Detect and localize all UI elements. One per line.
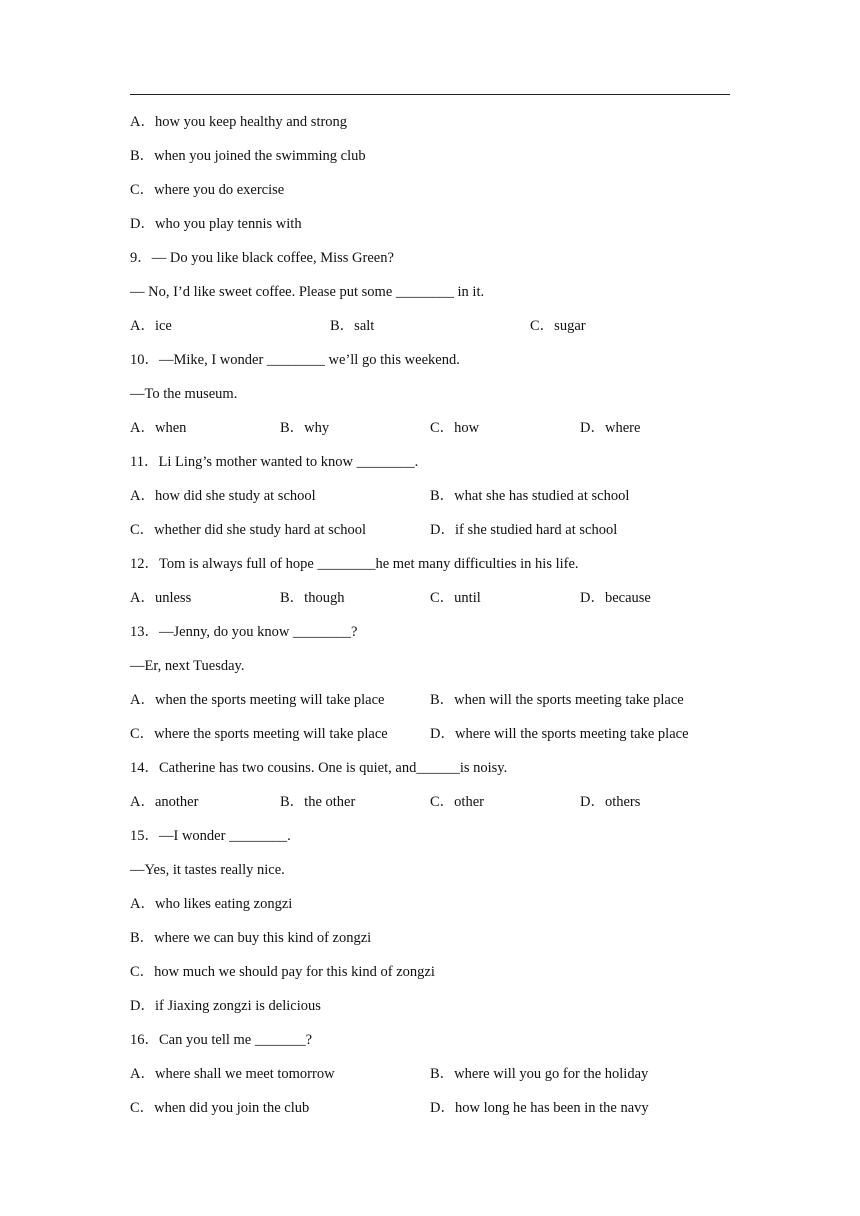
- question-15-stem: 15．—I wonder ________.: [130, 828, 291, 844]
- question-9-options: [130, 314, 730, 348]
- option-a: A．unless: [130, 590, 192, 606]
- option-c: C．sugar: [530, 318, 586, 334]
- question-14-options: [130, 790, 730, 824]
- question-12-stem: 12．Tom is always full of hope ________he met many difficulties in his life.: [130, 556, 579, 572]
- option-c: [130, 178, 730, 212]
- question-11-options-cd: [130, 518, 730, 552]
- option-d: D．where will the sports meeting take place: [430, 726, 689, 742]
- option-b: B．though: [280, 590, 345, 606]
- option-a: A．when: [130, 420, 187, 436]
- option-a: A．when the sports meeting will take place: [130, 692, 385, 708]
- option-b: B．salt: [330, 318, 375, 334]
- option-c: C．other: [430, 794, 484, 810]
- option-a: [130, 110, 730, 144]
- option-b: B．why: [280, 420, 330, 436]
- option-d: D．if she studied hard at school: [430, 522, 618, 538]
- question-13-line2: —Er, next Tuesday.: [130, 658, 245, 674]
- question-16-stem: 16．Can you tell me _______?: [130, 1032, 313, 1048]
- question-11-options-ab: [130, 484, 730, 518]
- option-b: B．what she has studied at school: [430, 488, 630, 504]
- option-b-text: B．when you joined the swimming club: [130, 148, 366, 164]
- option-d: D．others: [580, 794, 641, 810]
- option-c-text: C．where you do exercise: [130, 182, 285, 198]
- question-15-line2: —Yes, it tastes really nice.: [130, 862, 285, 878]
- option-d: D．how long he has been in the navy: [430, 1100, 649, 1116]
- option-a: A．where shall we meet tomorrow: [130, 1066, 335, 1082]
- option-b: B．where will you go for the holiday: [430, 1066, 649, 1082]
- option-c: C．how: [430, 420, 480, 436]
- question-10-line2: —To the museum.: [130, 386, 238, 402]
- option-d: D．where: [580, 420, 641, 436]
- option-b: [130, 144, 730, 178]
- question-15-option-d: D．if Jiaxing zongzi is delicious: [130, 998, 321, 1014]
- option-a: A．ice: [130, 318, 172, 334]
- option-d: [130, 212, 730, 246]
- question-list: [130, 110, 730, 1130]
- question-9-stem: 9．— Do you like black coffee, Miss Green?: [130, 250, 394, 266]
- option-a: A．how did she study at school: [130, 488, 316, 504]
- question-15-option-a: A．who likes eating zongzi: [130, 896, 293, 912]
- header-rule: [130, 94, 730, 95]
- question-13-stem: 13．—Jenny, do you know ________?: [130, 624, 358, 640]
- option-c: C．until: [430, 590, 481, 606]
- question-12-options: [130, 586, 730, 620]
- option-b: B．when will the sports meeting take place: [430, 692, 684, 708]
- question-16-options-cd: [130, 1096, 730, 1130]
- question-14-stem: 14．Catherine has two cousins. One is quiet, and______is noisy.: [130, 760, 508, 776]
- question-10-options: [130, 416, 730, 450]
- option-d-text: D．who you play tennis with: [130, 216, 302, 232]
- option-c: C．where the sports meeting will take place: [130, 726, 388, 742]
- question-10-stem: 10．—Mike, I wonder ________ we’ll go this weekend.: [130, 352, 460, 368]
- option-a: A．another: [130, 794, 199, 810]
- question-15-option-b: B．where we can buy this kind of zongzi: [130, 930, 372, 946]
- option-b: B．the other: [280, 794, 356, 810]
- question-16-options-ab: [130, 1062, 730, 1096]
- option-d: D．because: [580, 590, 651, 606]
- question-9-line2: — No, I’d like sweet coffee. Please put some ________ in it.: [130, 284, 485, 300]
- option-c: C．when did you join the club: [130, 1100, 310, 1116]
- question-11-stem: 11．Li Ling’s mother wanted to know ________.: [130, 454, 419, 470]
- option-c: C．whether did she study hard at school: [130, 522, 366, 538]
- question-13-options-cd: [130, 722, 730, 756]
- option-a-text: A．how you keep healthy and strong: [130, 114, 348, 130]
- question-15-option-c: C．how much we should pay for this kind of zongzi: [130, 964, 435, 980]
- question-13-options-ab: [130, 688, 730, 722]
